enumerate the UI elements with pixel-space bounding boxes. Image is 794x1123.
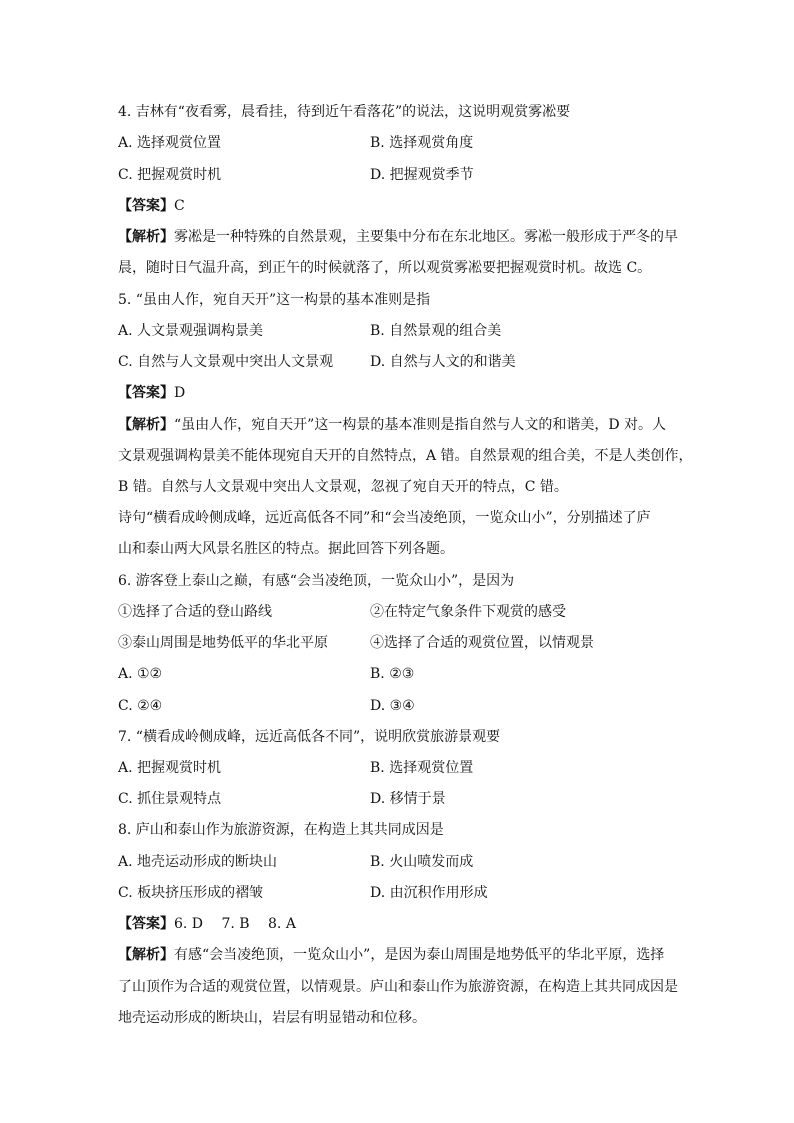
- analysis-tag: 【解析】: [118, 947, 174, 963]
- q6-option-c: C. ②④: [118, 698, 163, 714]
- answer-tag: 【答案】: [118, 385, 174, 401]
- q5-stem: 5. “虽由人作，宛自天开”这一构景的基本准则是指: [118, 292, 431, 308]
- q5-option-a: A. 人文景观强调构景美: [118, 323, 264, 339]
- answer-tag: 【答案】: [118, 198, 174, 214]
- q7-option-d: D. 移情于景: [370, 791, 446, 807]
- q5-option-d: D. 自然与人文的和谐美: [370, 354, 516, 370]
- passage-line-1: 诗句“横看成岭侧成峰，远近高低各不同”和“会当凌绝顶，一览众山小”，分别描述了庐: [118, 510, 651, 526]
- answer-value: D: [174, 385, 186, 401]
- q7-option-b: B. 选择观赏位置: [370, 760, 474, 776]
- passage-line-2: 山和泰山两大风景名胜区的特点。据此回答下列各题。: [118, 541, 454, 557]
- q4-stem: 4. 吉林有“夜看雾，晨看挂，待到近午看落花”的说法，这说明观赏雾凇要: [118, 104, 571, 120]
- analysis-text: 雾凇是一种特殊的自然景观，主要集中分布在东北地区。雾凇一般形成于严冬的早: [174, 229, 678, 245]
- answer-value: C: [174, 198, 185, 214]
- q6-option-b: B. ②③: [370, 666, 415, 682]
- q6-option-d: D. ③④: [370, 698, 415, 714]
- q8-option-b: B. 火山喷发而成: [370, 854, 474, 870]
- q5-analysis-line-3: B 错。自然与人文景观中突出人文景观，忽视了宛自天开的特点，C 错。: [118, 479, 568, 495]
- q6-item-3: ③泰山周围是地势低平的华北平原: [118, 635, 328, 651]
- q8-stem: 8. 庐山和泰山作为旅游资源，在构造上其共同成因是: [118, 822, 444, 838]
- q6-item-2: ②在特定气象条件下观赏的感受: [370, 604, 566, 620]
- q6-option-a: A. ①②: [118, 666, 163, 682]
- q4-answer: [118, 196, 185, 216]
- q7-stem: 7. “横看成岭侧成峰，远近高低各不同”，说明欣赏旅游景观要: [118, 729, 501, 745]
- q5-analysis-line-1: [118, 415, 666, 435]
- q6-stem: 6. 游客登上泰山之巅，有感“会当凌绝顶，一览众山小”，是因为: [118, 573, 515, 589]
- q8-option-d: D. 由沉积作用形成: [370, 885, 488, 901]
- final-answer: [118, 914, 296, 934]
- analysis-tag: 【解析】: [118, 229, 174, 245]
- q4-option-a: A. 选择观赏位置: [118, 135, 222, 151]
- final-analysis-line-1: [118, 945, 664, 965]
- q6-item-1: ①选择了合适的登山路线: [118, 604, 272, 620]
- q5-option-b: B. 自然景观的组合美: [370, 323, 502, 339]
- q5-answer: [118, 383, 185, 403]
- analysis-tag: 【解析】: [118, 417, 174, 433]
- q4-option-b: B. 选择观赏角度: [370, 135, 474, 151]
- answer-value: 6. D 7. B 8. A: [174, 916, 296, 932]
- q5-option-c: C. 自然与人文景观中突出人文景观: [118, 354, 334, 370]
- analysis-text: 有感“会当凌绝顶，一览众山小”，是因为泰山周围是地势低平的华北平原，选择: [174, 947, 665, 963]
- q7-option-a: A. 把握观赏时机: [118, 760, 222, 776]
- final-analysis-line-3: 地壳运动形成的断块山，岩层有明显错动和位移。: [118, 1010, 426, 1026]
- answer-tag: 【答案】: [118, 916, 174, 932]
- q8-option-c: C. 板块挤压形成的褶皱: [118, 885, 264, 901]
- q4-option-d: D. 把握观赏季节: [370, 167, 474, 183]
- q8-option-a: A. 地壳运动形成的断块山: [118, 854, 278, 870]
- q7-option-c: C. 抓住景观特点: [118, 791, 222, 807]
- q6-item-4: ④选择了合适的观赏位置，以情观景: [370, 635, 594, 651]
- q4-analysis-line-1: [118, 227, 678, 247]
- q4-analysis-line-2: 晨，随时日气温升高，到正午的时候就落了，所以观赏雾凇要把握观赏时机。故选 C。: [118, 260, 652, 276]
- q4-option-c: C. 把握观赏时机: [118, 167, 222, 183]
- final-analysis-line-2: 了山顶作为合适的观赏位置，以情观景。庐山和泰山作为旅游资源，在构造上其共同成因是: [118, 979, 678, 995]
- q5-analysis-line-2: 文景观强调构景美不能体现宛自天开的自然特点，A 错。自然景观的组合美，不是人类创作，: [118, 448, 693, 464]
- analysis-text: “虽由人作，宛自天开”这一构景的基本准则是指自然与人文的和谐美，D 对。人: [174, 417, 666, 433]
